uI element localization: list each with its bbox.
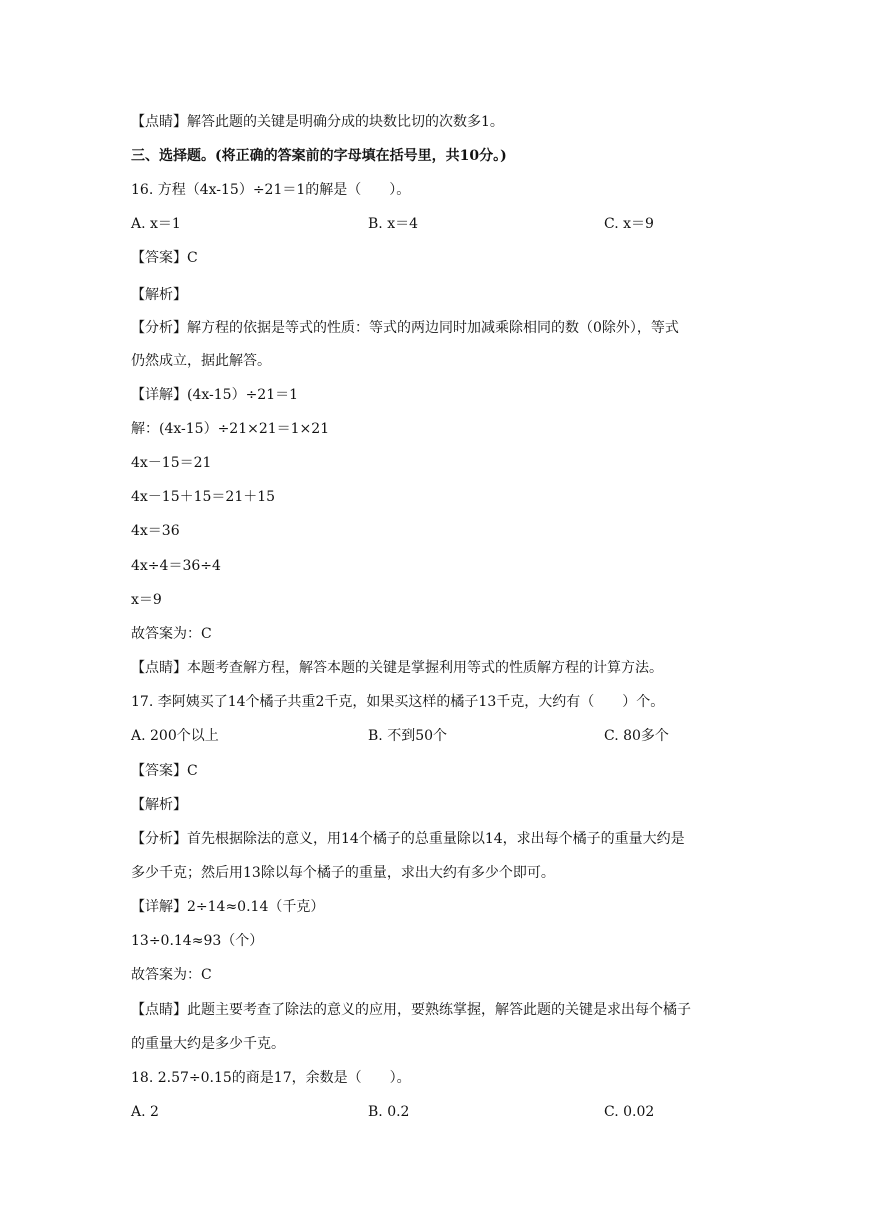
q18-option-a: A. 2 — [131, 1104, 159, 1120]
q17-option-b: B. 不到50个 — [368, 728, 448, 744]
q17-option-a: A. 200个以上 — [131, 728, 219, 744]
q17-conclusion: 故答案为：C — [131, 967, 212, 983]
q16-option-c: C. x＝9 — [604, 216, 654, 232]
section-heading: 三、选择题。(将正确的答案前的字母填在括号里，共10分。) — [131, 148, 507, 164]
q16-stem: 16. 方程（4x-15）÷21＝1的解是（ ）。 — [131, 182, 411, 198]
q16-jiexi-label: 【解析】 — [131, 287, 187, 303]
q18-option-b: B. 0.2 — [368, 1104, 410, 1120]
q18-stem: 18. 2.57÷0.15的商是17，余数是（ ）。 — [131, 1070, 411, 1086]
q16-conclusion: 故答案为：C — [131, 626, 212, 642]
q17-jiexi-label: 【解析】 — [131, 797, 187, 813]
q16-detail-line-7: x＝9 — [131, 592, 162, 608]
q16-option-a: A. x＝1 — [131, 216, 181, 232]
q17-option-c: C. 80多个 — [604, 728, 669, 744]
q16-option-b: B. x＝4 — [368, 216, 418, 232]
q16-detail-line-5: 4x＝36 — [131, 523, 180, 539]
q16-analysis-line-1: 【分析】解方程的依据是等式的性质：等式的两边同时加减乘除相同的数（0除外），等式 — [131, 320, 679, 336]
q16-detail-line-2: 解：(4x-15）÷21×21＝1×21 — [131, 421, 330, 437]
q16-note: 【点睛】本题考查解方程，解答本题的关键是掌握利用等式的性质解方程的计算方法。 — [131, 660, 663, 676]
q16-detail-line-6: 4x÷4＝36÷4 — [131, 558, 221, 574]
q16-analysis-line-2: 仍然成立，据此解答。 — [131, 353, 271, 369]
q16-answer: 【答案】C — [131, 250, 198, 266]
q17-note-line-1: 【点睛】此题主要考查了除法的意义的应用，要熟练掌握，解答此题的关键是求出每个橘子 — [131, 1002, 691, 1018]
q17-stem: 17. 李阿姨买了14个橘子共重2千克，如果买这样的橘子13千克，大约有（ ）个。 — [131, 694, 665, 710]
q17-analysis-line-2: 多少千克；然后用13除以每个橘子的重量，求出大约有多少个即可。 — [131, 865, 555, 881]
q16-detail-line-4: 4x－15＋15＝21＋15 — [131, 489, 276, 505]
q17-answer: 【答案】C — [131, 763, 198, 779]
q15-note: 【点睛】解答此题的关键是明确分成的块数比切的次数多1。 — [131, 114, 504, 130]
q17-analysis-line-1: 【分析】首先根据除法的意义，用14个橘子的总重量除以14，求出每个橘子的重量大约是 — [131, 831, 685, 847]
q16-detail-line-1: 【详解】(4x-15）÷21＝1 — [131, 387, 299, 403]
q17-detail-line-2: 13÷0.14≈93（个） — [131, 933, 264, 949]
q17-note-line-2: 的重量大约是多少千克。 — [131, 1036, 285, 1052]
q17-detail-line-1: 【详解】2÷14≈0.14（千克） — [131, 899, 325, 915]
q18-option-c: C. 0.02 — [604, 1104, 655, 1120]
q16-detail-line-3: 4x－15＝21 — [131, 455, 212, 471]
